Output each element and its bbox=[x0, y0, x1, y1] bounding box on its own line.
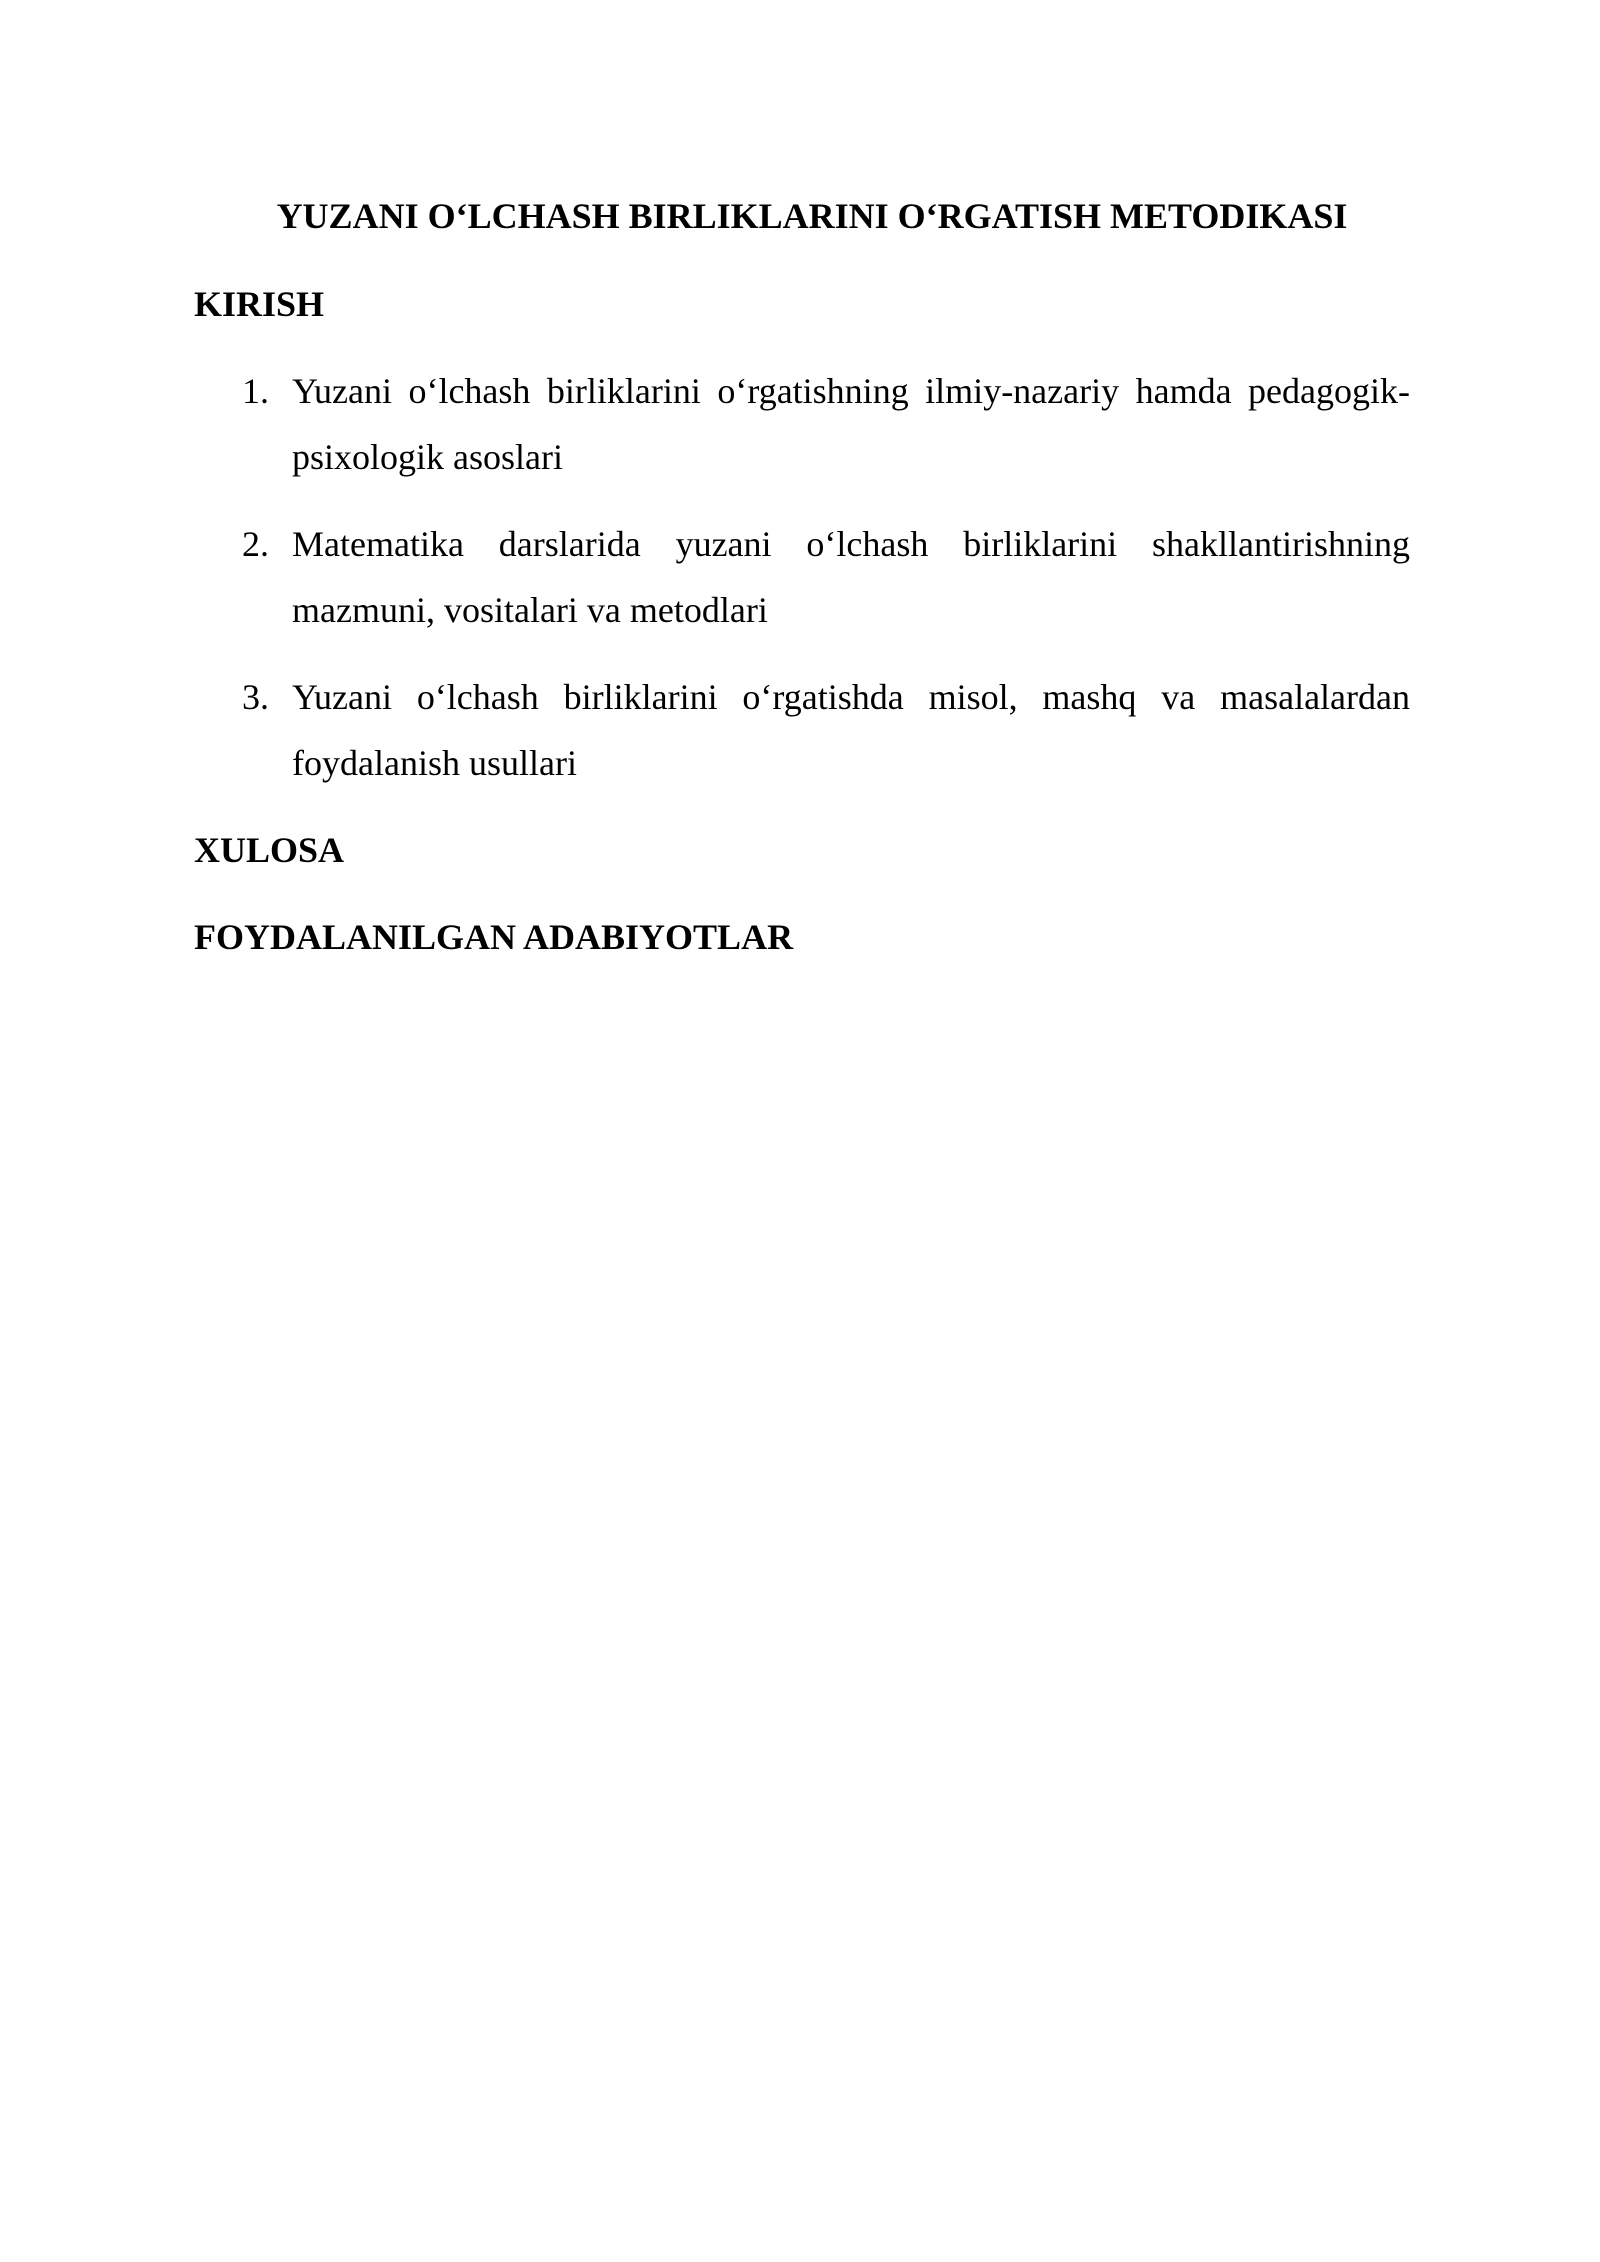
toc-item-1 bbox=[194, 358, 1410, 490]
toc-item-number: 3. bbox=[242, 677, 269, 717]
toc-item-number: 2. bbox=[242, 524, 269, 564]
toc-item-text: Yuzani o‘lchash birliklarini o‘rgatishda misol, mashq va masalalardan foydalanish usullari bbox=[292, 677, 1410, 783]
toc-item-3 bbox=[194, 664, 1410, 796]
toc-item-text: Yuzani o‘lchash birliklarini o‘rgatishning ilmiy-nazariy hamda pedagogik-psixologik asoslari bbox=[292, 371, 1410, 477]
conclusion-heading: XULOSA bbox=[194, 830, 345, 870]
references-heading: FOYDALANILGAN ADABIYOTLAR bbox=[194, 917, 794, 957]
toc-item-2 bbox=[194, 511, 1410, 643]
toc-item-number: 1. bbox=[242, 371, 269, 411]
toc-item-text: Matematika darslarida yuzani o‘lchash birliklarini shakllantirishning mazmuni, vositalari va metodlari bbox=[292, 524, 1410, 630]
document-title: YUZANI O‘LCHASH BIRLIKLARINI O‘RGATISH METODIKASI bbox=[276, 196, 1348, 236]
toc-list bbox=[194, 358, 1410, 796]
table-of-contents bbox=[194, 186, 1410, 991]
intro-heading: KIRISH bbox=[194, 284, 325, 324]
